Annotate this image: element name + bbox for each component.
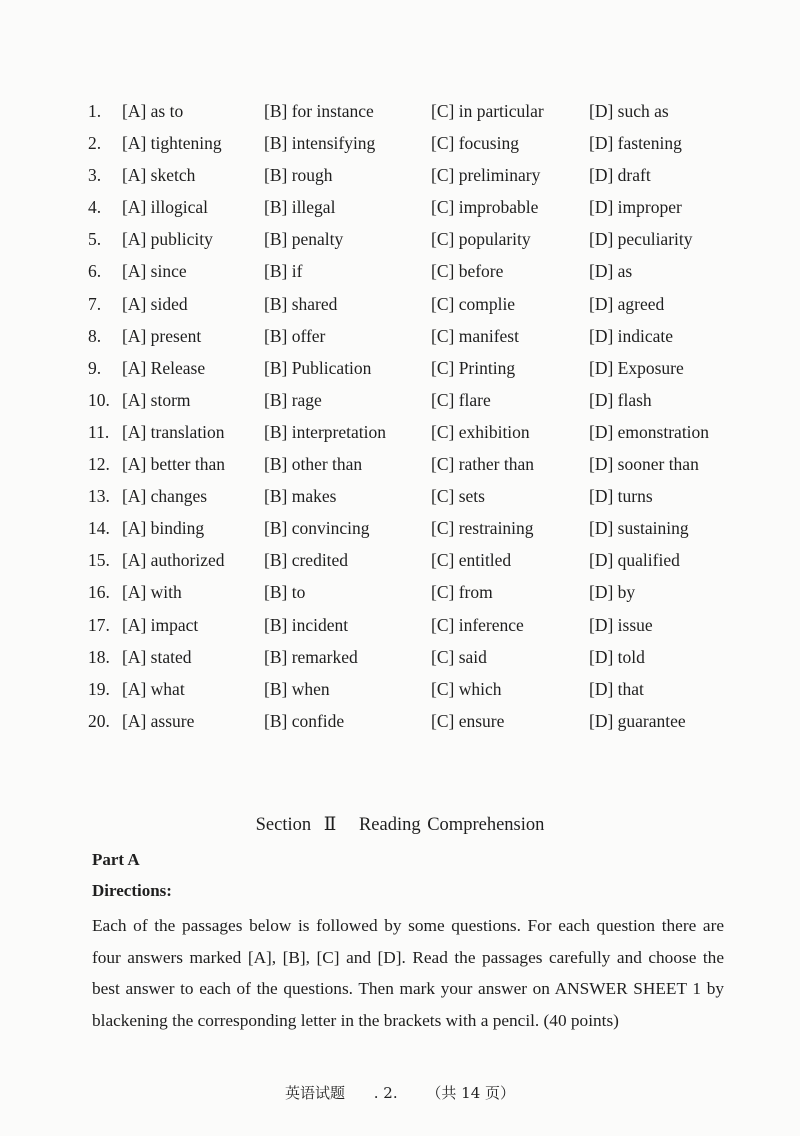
question-number: 10. [88, 389, 110, 410]
option-d: [D] such as [589, 101, 669, 121]
question-number: 2. [88, 133, 102, 154]
option-a: [A] translation [122, 421, 225, 442]
question-number: 13. [88, 486, 110, 507]
option-b: [B] credited [264, 550, 349, 571]
directions-text: Each of the passages below is followed by some questions. For each question there are four answers marked [A], [B], [C] and [D]. Read the passages carefully and choose the best answer to each of the questions. Then mark your answer on ANSWER SHEET 1 by blackening the corresponding letter in the brackets with a pencil. (40 points) [92, 916, 724, 1030]
question-number: 15. [88, 550, 110, 571]
question-number: 11. [88, 421, 110, 442]
question-row [88, 550, 768, 582]
option-b: [B] confide [264, 710, 345, 731]
question-row [88, 197, 768, 229]
option-b: [B] makes [264, 486, 337, 507]
option-c: [C] before [431, 261, 504, 282]
option-c: [C] complie [431, 293, 516, 314]
section-title: Reading Comprehension [358, 815, 545, 835]
cloze-options-list [88, 101, 768, 743]
option-a: [A] impact [122, 614, 199, 635]
page-footer [0, 1082, 800, 1103]
option-b: [B] when [264, 678, 330, 699]
question-number: 8. [88, 325, 102, 346]
option-a: [A] authorized [122, 550, 225, 571]
option-a: [A] stated [122, 646, 192, 667]
part-label: Part A [92, 850, 140, 869]
option-c: [C] in particular [431, 101, 544, 121]
question-row [88, 261, 768, 293]
option-b: [B] if [264, 261, 303, 282]
option-d: [D] as [589, 261, 633, 282]
section-number: Ⅱ [323, 815, 337, 835]
option-c: [C] improbable [431, 197, 539, 218]
option-d: [D] indicate [589, 325, 674, 346]
option-d: [D] sooner than [589, 454, 699, 475]
question-row [88, 679, 768, 711]
question-number: 16. [88, 582, 110, 603]
option-b: [B] Publication [264, 357, 372, 378]
question-row [88, 101, 768, 133]
option-c: [C] said [431, 646, 487, 667]
option-d: [D] draft [589, 165, 651, 186]
question-row [88, 711, 768, 743]
directions-label: Directions: [92, 881, 172, 900]
option-b: [B] other than [264, 454, 363, 475]
option-a: [A] as to [122, 101, 184, 121]
option-d: [D] turns [589, 486, 653, 507]
question-number: 7. [88, 293, 102, 314]
option-c: [C] manifest [431, 325, 519, 346]
option-d: [D] Exposure [589, 357, 684, 378]
footer-total-pages: （共 14 页） [426, 1084, 516, 1102]
option-a: [A] tightening [122, 133, 222, 154]
option-a: [A] with [122, 582, 182, 603]
question-number: 12. [88, 454, 110, 475]
question-number: 4. [88, 197, 102, 218]
option-b: [B] for instance [264, 101, 374, 121]
question-row [88, 165, 768, 197]
question-number: 9. [88, 357, 102, 378]
footer-subject: 英语试题 [284, 1084, 345, 1102]
option-c: [C] ensure [431, 710, 505, 731]
option-c: [C] popularity [431, 229, 531, 250]
option-c: [C] sets [431, 486, 485, 507]
option-d: [D] by [589, 582, 636, 603]
question-number: 18. [88, 646, 110, 667]
option-a: [A] Release [122, 357, 206, 378]
option-b: [B] convincing [264, 518, 370, 539]
option-a: [A] assure [122, 710, 195, 731]
option-a: [A] illogical [122, 197, 209, 218]
question-row [88, 358, 768, 390]
option-c: [C] preliminary [431, 165, 541, 186]
option-a: [A] what [122, 678, 185, 699]
option-d: [D] flash [589, 389, 652, 410]
option-b: [B] interpretation [264, 421, 386, 442]
option-b: [B] to [264, 582, 306, 603]
option-b: [B] remarked [264, 646, 358, 667]
question-row [88, 518, 768, 550]
question-number: 14. [88, 518, 110, 539]
option-a: [A] sided [122, 293, 188, 314]
question-row [88, 582, 768, 614]
question-number: 5. [88, 229, 102, 250]
option-b: [B] intensifying [264, 133, 376, 154]
question-row [88, 294, 768, 326]
question-row [88, 229, 768, 261]
option-c: [C] inference [431, 614, 524, 635]
option-c: [C] flare [431, 389, 491, 410]
option-b: [B] rage [264, 389, 322, 410]
option-c: [C] entitled [431, 550, 512, 571]
option-b: [B] offer [264, 325, 326, 346]
option-a: [A] storm [122, 389, 191, 410]
question-row [88, 486, 768, 518]
option-a: [A] since [122, 261, 187, 282]
question-row [88, 615, 768, 647]
question-row [88, 422, 768, 454]
option-c: [C] restraining [431, 518, 534, 539]
option-b: [B] incident [264, 614, 349, 635]
question-row [88, 454, 768, 486]
question-row [88, 647, 768, 679]
option-a: [A] binding [122, 518, 205, 539]
option-d: [D] guarantee [589, 710, 686, 731]
option-c: [C] rather than [431, 454, 535, 475]
question-row [88, 133, 768, 165]
question-number: 3. [88, 165, 102, 186]
option-d: [D] told [589, 646, 645, 667]
option-a: [A] changes [122, 486, 208, 507]
option-c: [C] exhibition [431, 421, 530, 442]
option-d: [D] qualified [589, 550, 680, 571]
question-number: 20. [88, 710, 110, 731]
option-c: [C] from [431, 582, 493, 603]
option-d: [D] agreed [589, 293, 665, 314]
option-c: [C] Printing [431, 357, 516, 378]
option-a: [A] present [122, 325, 202, 346]
question-number: 1. [88, 101, 102, 121]
option-d: [D] issue [589, 614, 653, 635]
option-a: [A] publicity [122, 229, 213, 250]
option-b: [B] illegal [264, 197, 336, 218]
footer-page-number: . 2. [373, 1084, 398, 1102]
option-d: [D] emonstration [589, 421, 710, 442]
question-number: 6. [88, 261, 102, 282]
option-b: [B] shared [264, 293, 338, 314]
option-d: [D] sustaining [589, 518, 689, 539]
option-d: [D] peculiarity [589, 229, 693, 250]
option-c: [C] which [431, 678, 502, 699]
option-a: [A] sketch [122, 165, 196, 186]
option-d: [D] improper [589, 197, 682, 218]
option-d: [D] fastening [589, 133, 682, 154]
option-b: [B] penalty [264, 229, 344, 250]
section-label: Section [255, 815, 312, 835]
question-number: 17. [88, 614, 110, 635]
option-d: [D] that [589, 678, 644, 699]
option-c: [C] focusing [431, 133, 519, 154]
question-number: 19. [88, 678, 110, 699]
section-heading [0, 814, 800, 836]
option-a: [A] better than [122, 454, 226, 475]
option-b: [B] rough [264, 165, 333, 186]
question-row [88, 326, 768, 358]
question-row [88, 390, 768, 422]
